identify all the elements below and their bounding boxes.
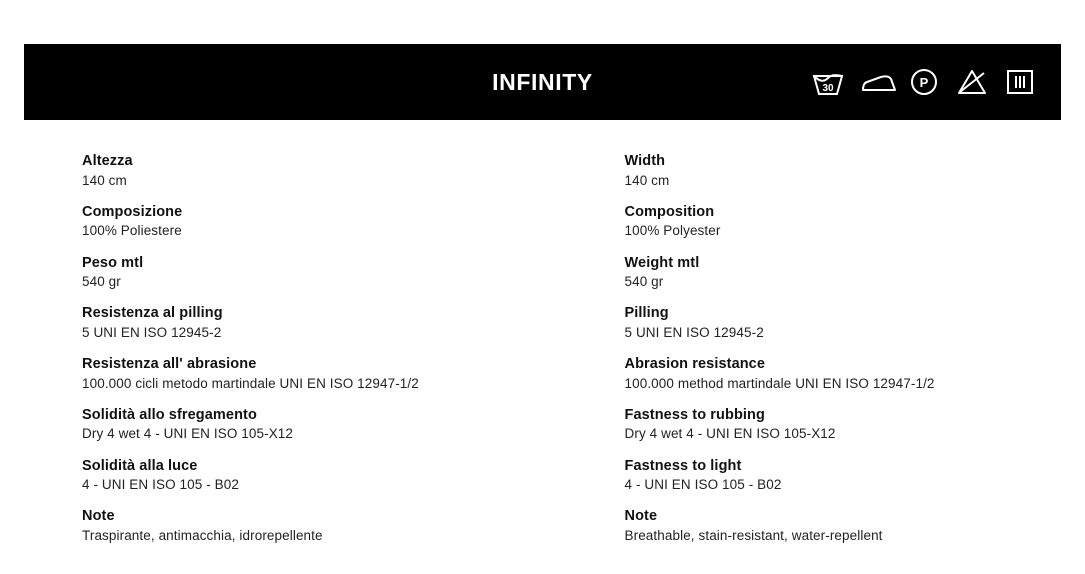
spec-item — [82, 203, 543, 241]
spec-value: 540 gr — [624, 274, 664, 290]
spec-label: Pilling — [624, 305, 669, 322]
spec-label: Fastness to rubbing — [624, 406, 765, 423]
spec-value: 100.000 cicli metodo martindale UNI EN ISO 12947-1/2 — [82, 375, 419, 391]
spec-label: Resistenza al pilling — [82, 305, 223, 322]
spec-label: Peso mtl — [82, 254, 144, 271]
spec-label: Altezza — [82, 153, 133, 169]
spec-label: Note — [624, 508, 658, 525]
spec-value: 100% Poliestere — [82, 223, 182, 239]
spec-item — [625, 254, 1085, 292]
svg-text:30: 30 — [822, 83, 834, 94]
spec-item — [82, 355, 543, 393]
spec-item — [625, 203, 1085, 241]
spec-columns — [0, 152, 1085, 558]
iron-icon — [859, 65, 893, 99]
spec-value: 4 - UNI EN ISO 105 - B02 — [82, 477, 239, 493]
spec-value: 5 UNI EN ISO 12945-2 — [624, 324, 764, 340]
professional-cleaning-p-icon — [907, 65, 941, 99]
svg-text:P: P — [919, 75, 929, 90]
spec-value: 140 cm — [82, 172, 127, 188]
spec-label: Width — [624, 153, 666, 169]
care-symbols-group — [811, 44, 1037, 120]
spec-label: Weight mtl — [624, 254, 700, 271]
spec-value: 4 - UNI EN ISO 105 - B02 — [624, 477, 782, 493]
spec-item — [625, 507, 1085, 545]
spec-value: 540 gr — [82, 274, 121, 290]
spec-value: 100% Polyester — [624, 223, 721, 239]
spec-label: Solidità allo sfregamento — [82, 406, 257, 423]
spec-value: Dry 4 wet 4 - UNI EN ISO 105-X12 — [82, 426, 294, 442]
spec-label: Composition — [624, 203, 715, 220]
do-not-tumble-dry-icon — [1003, 65, 1037, 99]
spec-item — [625, 152, 1085, 190]
spec-label: Solidità alla luce — [82, 457, 198, 474]
header-bar — [24, 44, 1061, 120]
spec-column-english — [543, 152, 1085, 558]
spec-item — [82, 304, 543, 342]
spec-label: Composizione — [82, 203, 183, 220]
spec-label: Fastness to light — [624, 457, 742, 474]
wash-30-icon — [811, 65, 845, 99]
spec-value: Dry 4 wet 4 - UNI EN ISO 105-X12 — [624, 426, 836, 442]
spec-value: 140 cm — [624, 172, 670, 188]
spec-label: Abrasion resistance — [624, 356, 766, 373]
spec-label: Note — [82, 508, 115, 525]
spec-item — [82, 152, 543, 190]
spec-value: 5 UNI EN ISO 12945-2 — [82, 324, 222, 340]
spec-label: Resistenza all' abrasione — [82, 356, 257, 373]
spec-value: 100.000 method martindale UNI EN ISO 12947-1/2 — [624, 375, 935, 391]
spec-item — [82, 507, 543, 545]
spec-item — [82, 254, 543, 292]
spec-value: Breathable, stain-resistant, water-repellent — [624, 528, 883, 544]
spec-item — [82, 406, 543, 444]
do-not-bleach-icon — [955, 65, 989, 99]
spec-item — [625, 406, 1085, 444]
spec-item — [625, 355, 1085, 393]
spec-column-italian — [0, 152, 543, 558]
page-title: INFINITY — [492, 68, 593, 95]
spec-item — [625, 457, 1085, 495]
spec-item — [82, 457, 543, 495]
spec-value: Traspirante, antimacchia, idrorepellente — [82, 528, 323, 544]
spec-item — [625, 304, 1085, 342]
